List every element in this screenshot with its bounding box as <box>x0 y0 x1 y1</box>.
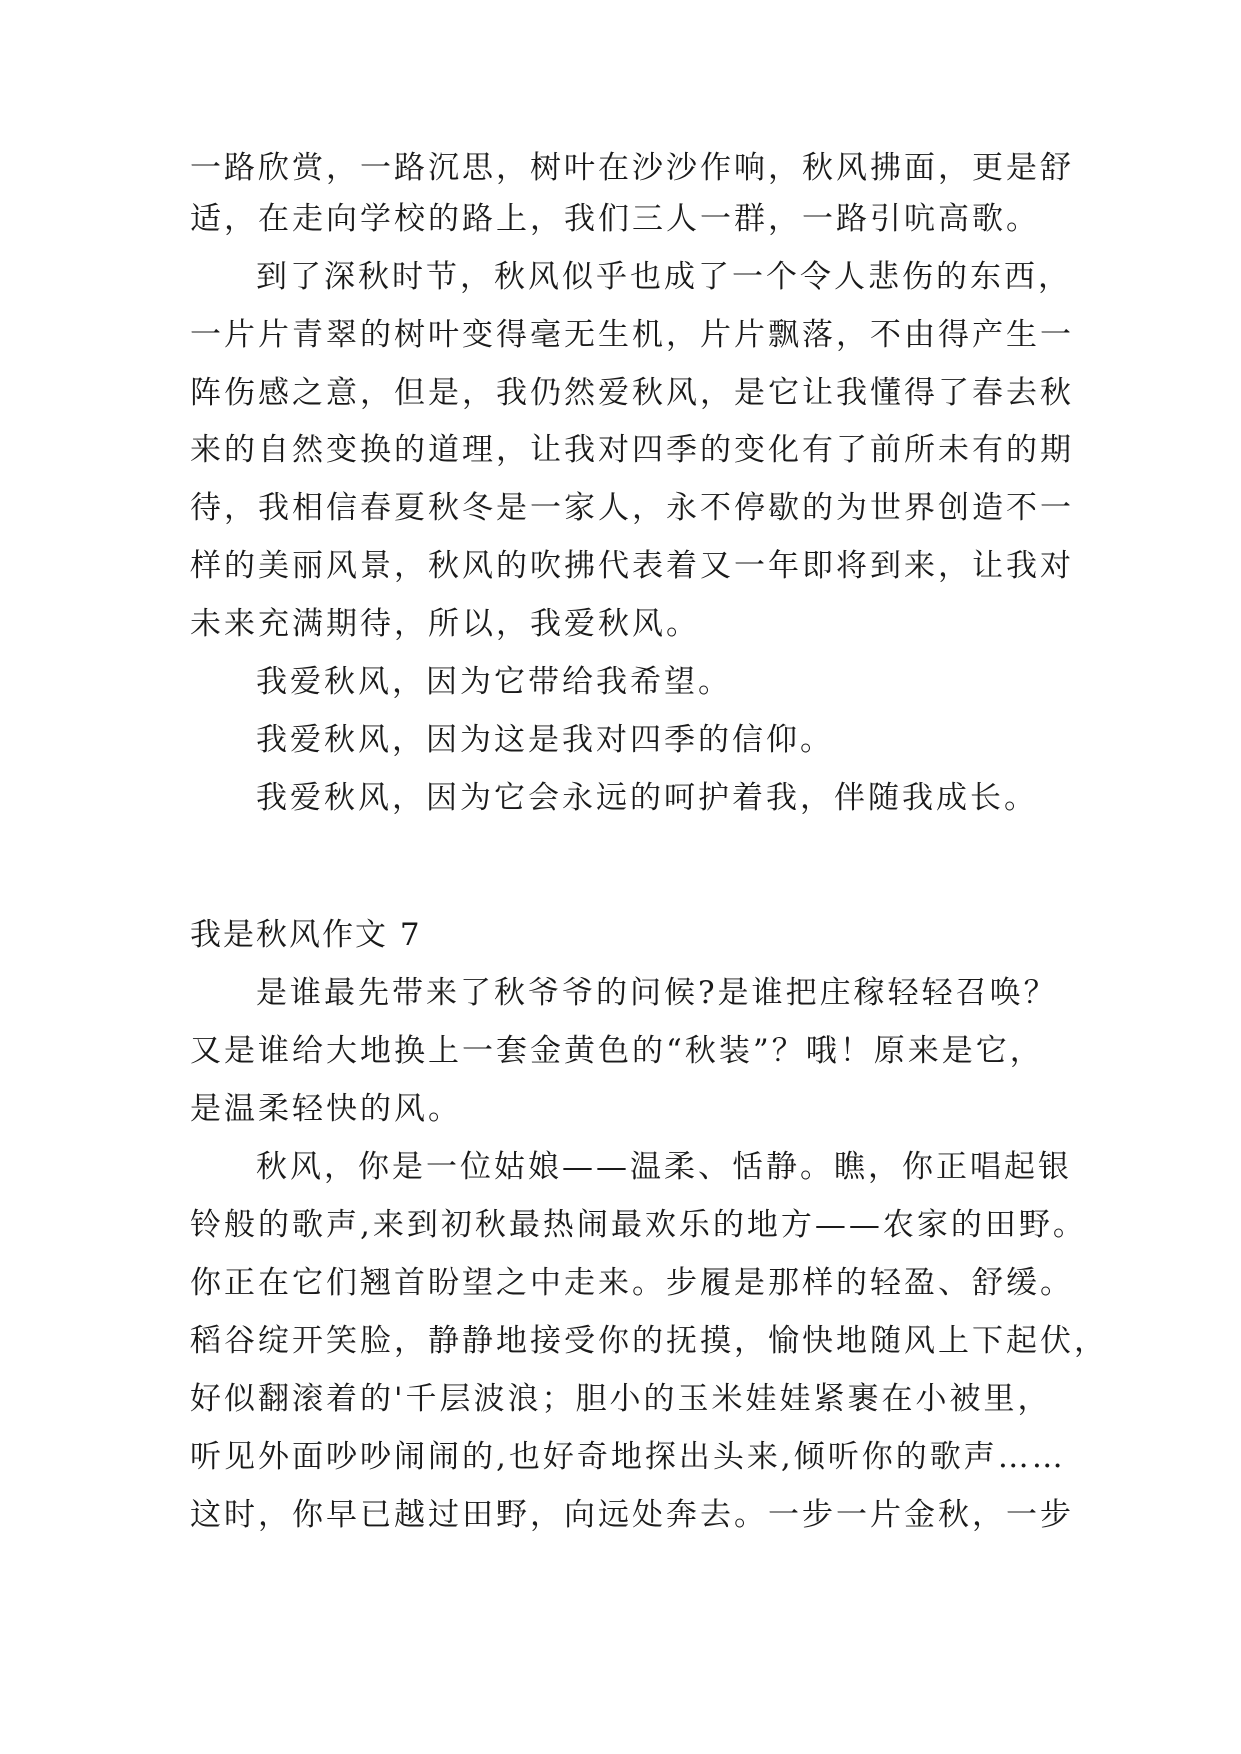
paragraph-line: 适，在走向学校的路上，我们三人一群，一路引吭高歌。 <box>190 201 1040 237</box>
paragraph-line: 你正在它们翘首盼望之中走来。步履是那样的轻盈、舒缓。 <box>190 1265 1074 1301</box>
paragraph-line: 一路欣赏，一路沉思，树叶在沙沙作响，秋风拂面，更是舒 <box>190 150 1074 186</box>
paragraph-line: 是温柔轻快的风。 <box>190 1091 462 1127</box>
section-title: 我是秋风作文 7 <box>190 917 422 953</box>
paragraph-line: 阵伤感之意，但是，我仍然爱秋风，是它让我懂得了春去秋 <box>190 375 1074 411</box>
paragraph-line: 是谁最先带来了秋爷爷的问候?是谁把庄稼轻轻召唤？ <box>256 975 1058 1011</box>
paragraph-line: 好似翻滚着的'千层波浪；胆小的玉米娃娃紧裹在小被里， <box>190 1381 1052 1417</box>
paragraph-line: 一片片青翠的树叶变得毫无生机，片片飘落，不由得产生一 <box>190 317 1074 353</box>
paragraph-line: 又是谁给大地换上一套金黄色的“秋装”？哦！原来是它， <box>190 1033 1044 1069</box>
paragraph-line: 到了深秋时节，秋风似乎也成了一个令人悲伤的东西， <box>256 259 1072 295</box>
paragraph-line: 听见外面吵吵闹闹的,也好奇地探出头来,倾听你的歌声…… <box>190 1439 1066 1475</box>
paragraph-line: 我爱秋风，因为它会永远的呵护着我，伴随我成长。 <box>256 780 1038 816</box>
paragraph-line: 秋风，你是一位姑娘——温柔、恬静。瞧，你正唱起银 <box>256 1149 1072 1185</box>
paragraph-line: 稻谷绽开笑脸，静静地接受你的抚摸，愉快地随风上下起伏， <box>190 1323 1108 1359</box>
paragraph-line: 这时，你早已越过田野，向远处奔去。一步一片金秋，一步 <box>190 1497 1074 1533</box>
paragraph-line: 未来充满期待，所以，我爱秋风。 <box>190 606 700 642</box>
paragraph-line: 样的美丽风景，秋风的吹拂代表着又一年即将到来，让我对 <box>190 548 1074 584</box>
paragraph-line: 待，我相信春夏秋冬是一家人，永不停歇的为世界创造不一 <box>190 490 1074 526</box>
paragraph-line: 来的自然变换的道理，让我对四季的变化有了前所未有的期 <box>190 432 1074 468</box>
paragraph-line: 铃般的歌声,来到初秋最热闹最欢乐的地方——农家的田野。 <box>190 1207 1087 1243</box>
paragraph-line: 我爱秋风，因为这是我对四季的信仰。 <box>256 722 834 758</box>
paragraph-line: 我爱秋风，因为它带给我希望。 <box>256 664 732 700</box>
